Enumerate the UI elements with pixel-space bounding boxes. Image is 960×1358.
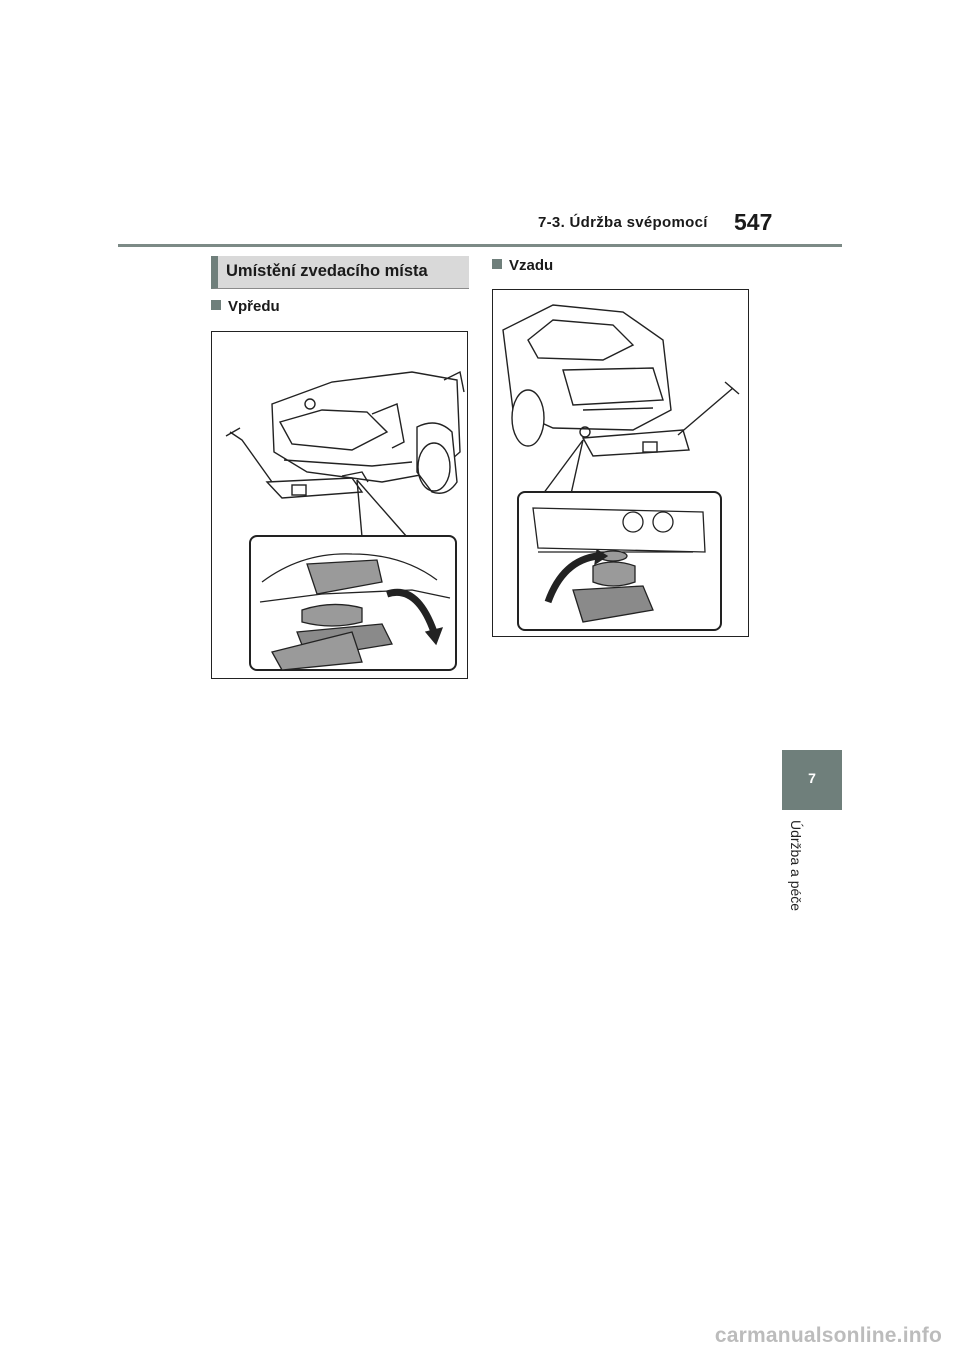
- rear-jack-illustration: [492, 289, 749, 637]
- chapter-number: 7: [808, 770, 816, 786]
- chapter-tab[interactable]: [782, 750, 842, 810]
- section-heading-text: Umístění zvedacího místa: [226, 262, 428, 280]
- chapter-title: Údržba a péče: [788, 820, 804, 912]
- square-bullet-icon: [211, 300, 221, 310]
- front-jack-illustration: [211, 331, 468, 679]
- rear-car-jack-drawing: [493, 290, 750, 638]
- subheading-front: [211, 298, 280, 315]
- page-number: 547: [734, 209, 773, 235]
- square-bullet-icon: [492, 259, 502, 269]
- section-heading: [211, 256, 469, 289]
- watermark: carmanualsonline.info: [714, 1324, 942, 1347]
- front-car-jack-drawing: [212, 332, 469, 680]
- header-section-title: 7-3. Údržba svépomocí: [538, 214, 708, 231]
- chapter-side-label: [786, 820, 806, 930]
- header-divider: [118, 244, 842, 247]
- subheading-rear: [492, 257, 553, 274]
- subheading-front-text: Vpředu: [228, 298, 280, 315]
- subheading-rear-text: Vzadu: [509, 257, 554, 274]
